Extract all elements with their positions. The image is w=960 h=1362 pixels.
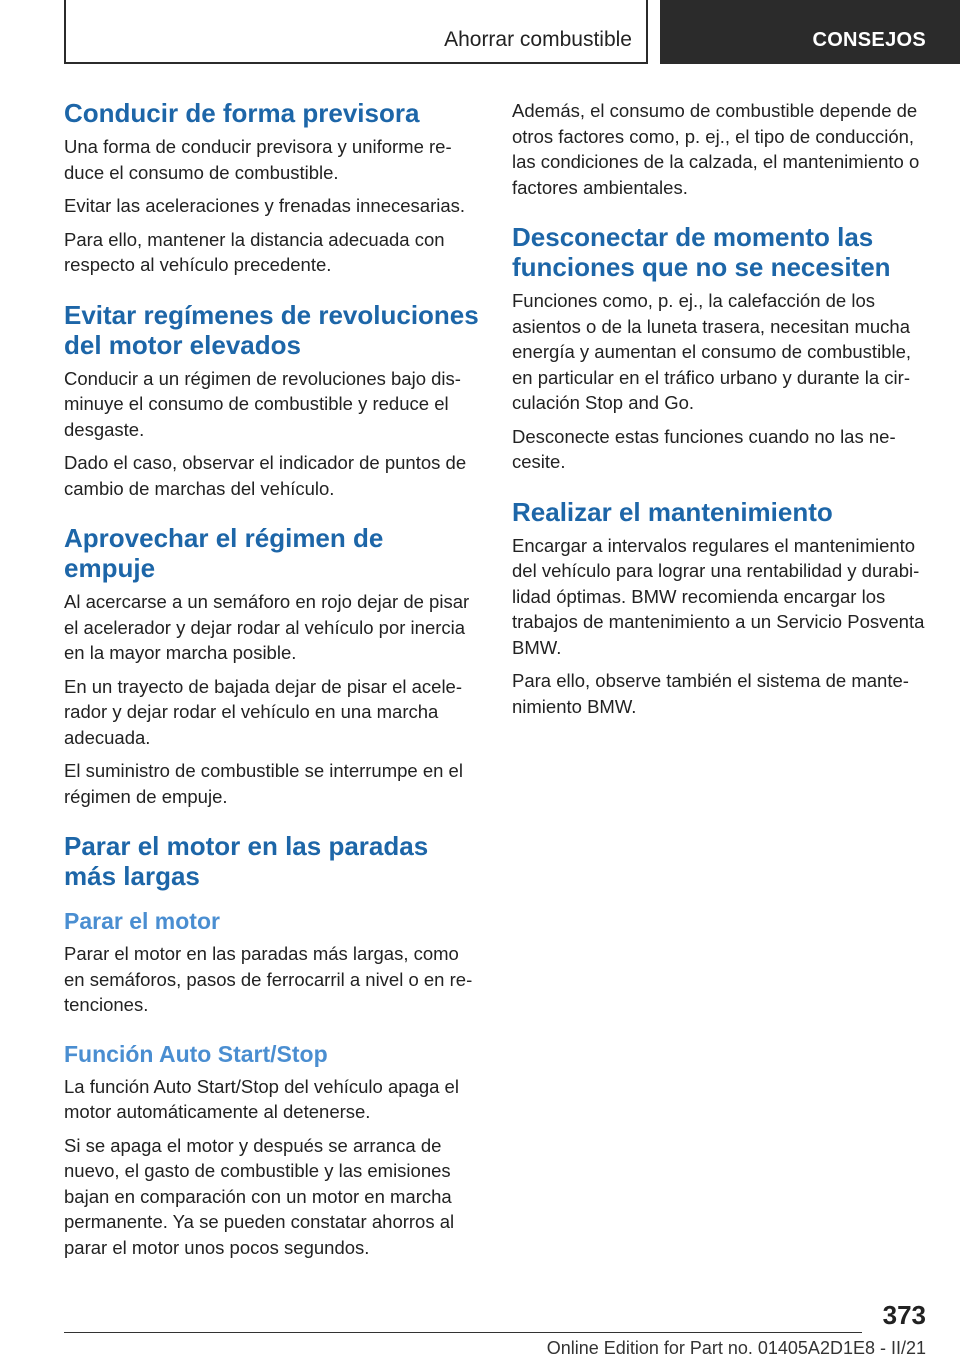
right-column (512, 98, 928, 727)
paragraph: Evitar las aceleraciones y frenadas innecesarias. (64, 195, 466, 216)
paragraph: Una forma de conducir previsora y uniforme reduce el consumo de combustible. (64, 136, 452, 183)
paragraph: El suministro de combustible se interrumpe en el régimen de empuje. (64, 760, 463, 807)
paragraph: Desconecte estas funciones cuando no las necesite. (512, 425, 896, 472)
page-number: 373 (882, 1300, 926, 1330)
heading-parar-motor-paradas: Parar el motor en las paradas más largas (64, 831, 429, 891)
paragraph: Para ello, observe también el sistema de mantenimiento BMW. (512, 670, 909, 717)
footer-edition: Online Edition for Part no. 01405A2D1E8 - II/21 (546, 1338, 926, 1358)
subheading-auto-start-stop: Función Auto Start/Stop (64, 1040, 328, 1067)
paragraph: La función Auto Start/Stop del vehículo apaga el motor automáticamente al detenerse. (64, 1075, 459, 1122)
paragraph: En un trayecto de bajada dejar de pisar el acelerador y dejar rodar el vehículo en una marcha adecuada. (64, 675, 463, 748)
heading-regimen-empuje: Aprovechar el régimen de empuje (64, 523, 384, 583)
heading-desconectar-funciones: Desconectar de momento las funciones que no se necesiten (512, 222, 891, 282)
paragraph: Parar el motor en las paradas más largas, como en semáforos, pasos de ferrocarril a nivel o en retenciones. (64, 943, 473, 1015)
paragraph: Además, el consumo de combustible depende de otros factores como, p. ej., el tipo de conducción, las condiciones de la calzada, el mantenimiento o factores ambientales. (512, 100, 920, 198)
subheading-parar-motor: Parar el motor (64, 908, 220, 934)
header-section-title: Ahorrar combustible (444, 28, 632, 51)
footer-divider (64, 1332, 862, 1333)
paragraph: Al acercarse a un semáforo en rojo dejar de pisar el acelerador y dejar rodar al vehículo por inercia en la mayor marcha posible. (64, 591, 470, 663)
heading-conducir: Conducir de forma previsora (64, 98, 420, 128)
header-section-box (64, 0, 648, 64)
paragraph: Dado el caso, observar el indicador de puntos de cambio de marchas del vehículo. (64, 452, 467, 499)
header-chapter-tab (660, 0, 960, 64)
heading-mantenimiento: Realizar el mantenimiento (512, 496, 833, 527)
header-chapter-title: CONSEJOS (812, 29, 926, 51)
paragraph: Encargar a intervalos regulares el mantenimiento del vehículo para lograr una rentabilidad y durabilidad óptimas. BMW recomienda encargar los trabajos de mantenimiento a un Servicio Posventa BMW. (512, 534, 925, 658)
paragraph: Para ello, mantener la distancia adecuada con respecto al vehículo precedente. (64, 228, 445, 275)
heading-evitar-regimenes: Evitar regímenes de revoluciones del motor elevados (64, 299, 479, 360)
paragraph: Si se apaga el motor y después se arranca de nuevo, el gasto de combustible y las emisiones bajan en comparación con un motor en marcha permanente. Ya se pueden constatar ahorros al parar el motor unos pocos segundos. (64, 1134, 455, 1258)
paragraph: Conducir a un régimen de revoluciones bajo disminuye el consumo de combustible y reduce el desgaste. (64, 367, 461, 440)
left-column (64, 98, 480, 1268)
paragraph: Funciones como, p. ej., la calefacción de los asientos o de la luneta trasera, necesitan mucha energía y aumentan el consumo de combustible, en particular en el tráfico urbano y durante la circulación Stop and Go. (512, 290, 912, 413)
